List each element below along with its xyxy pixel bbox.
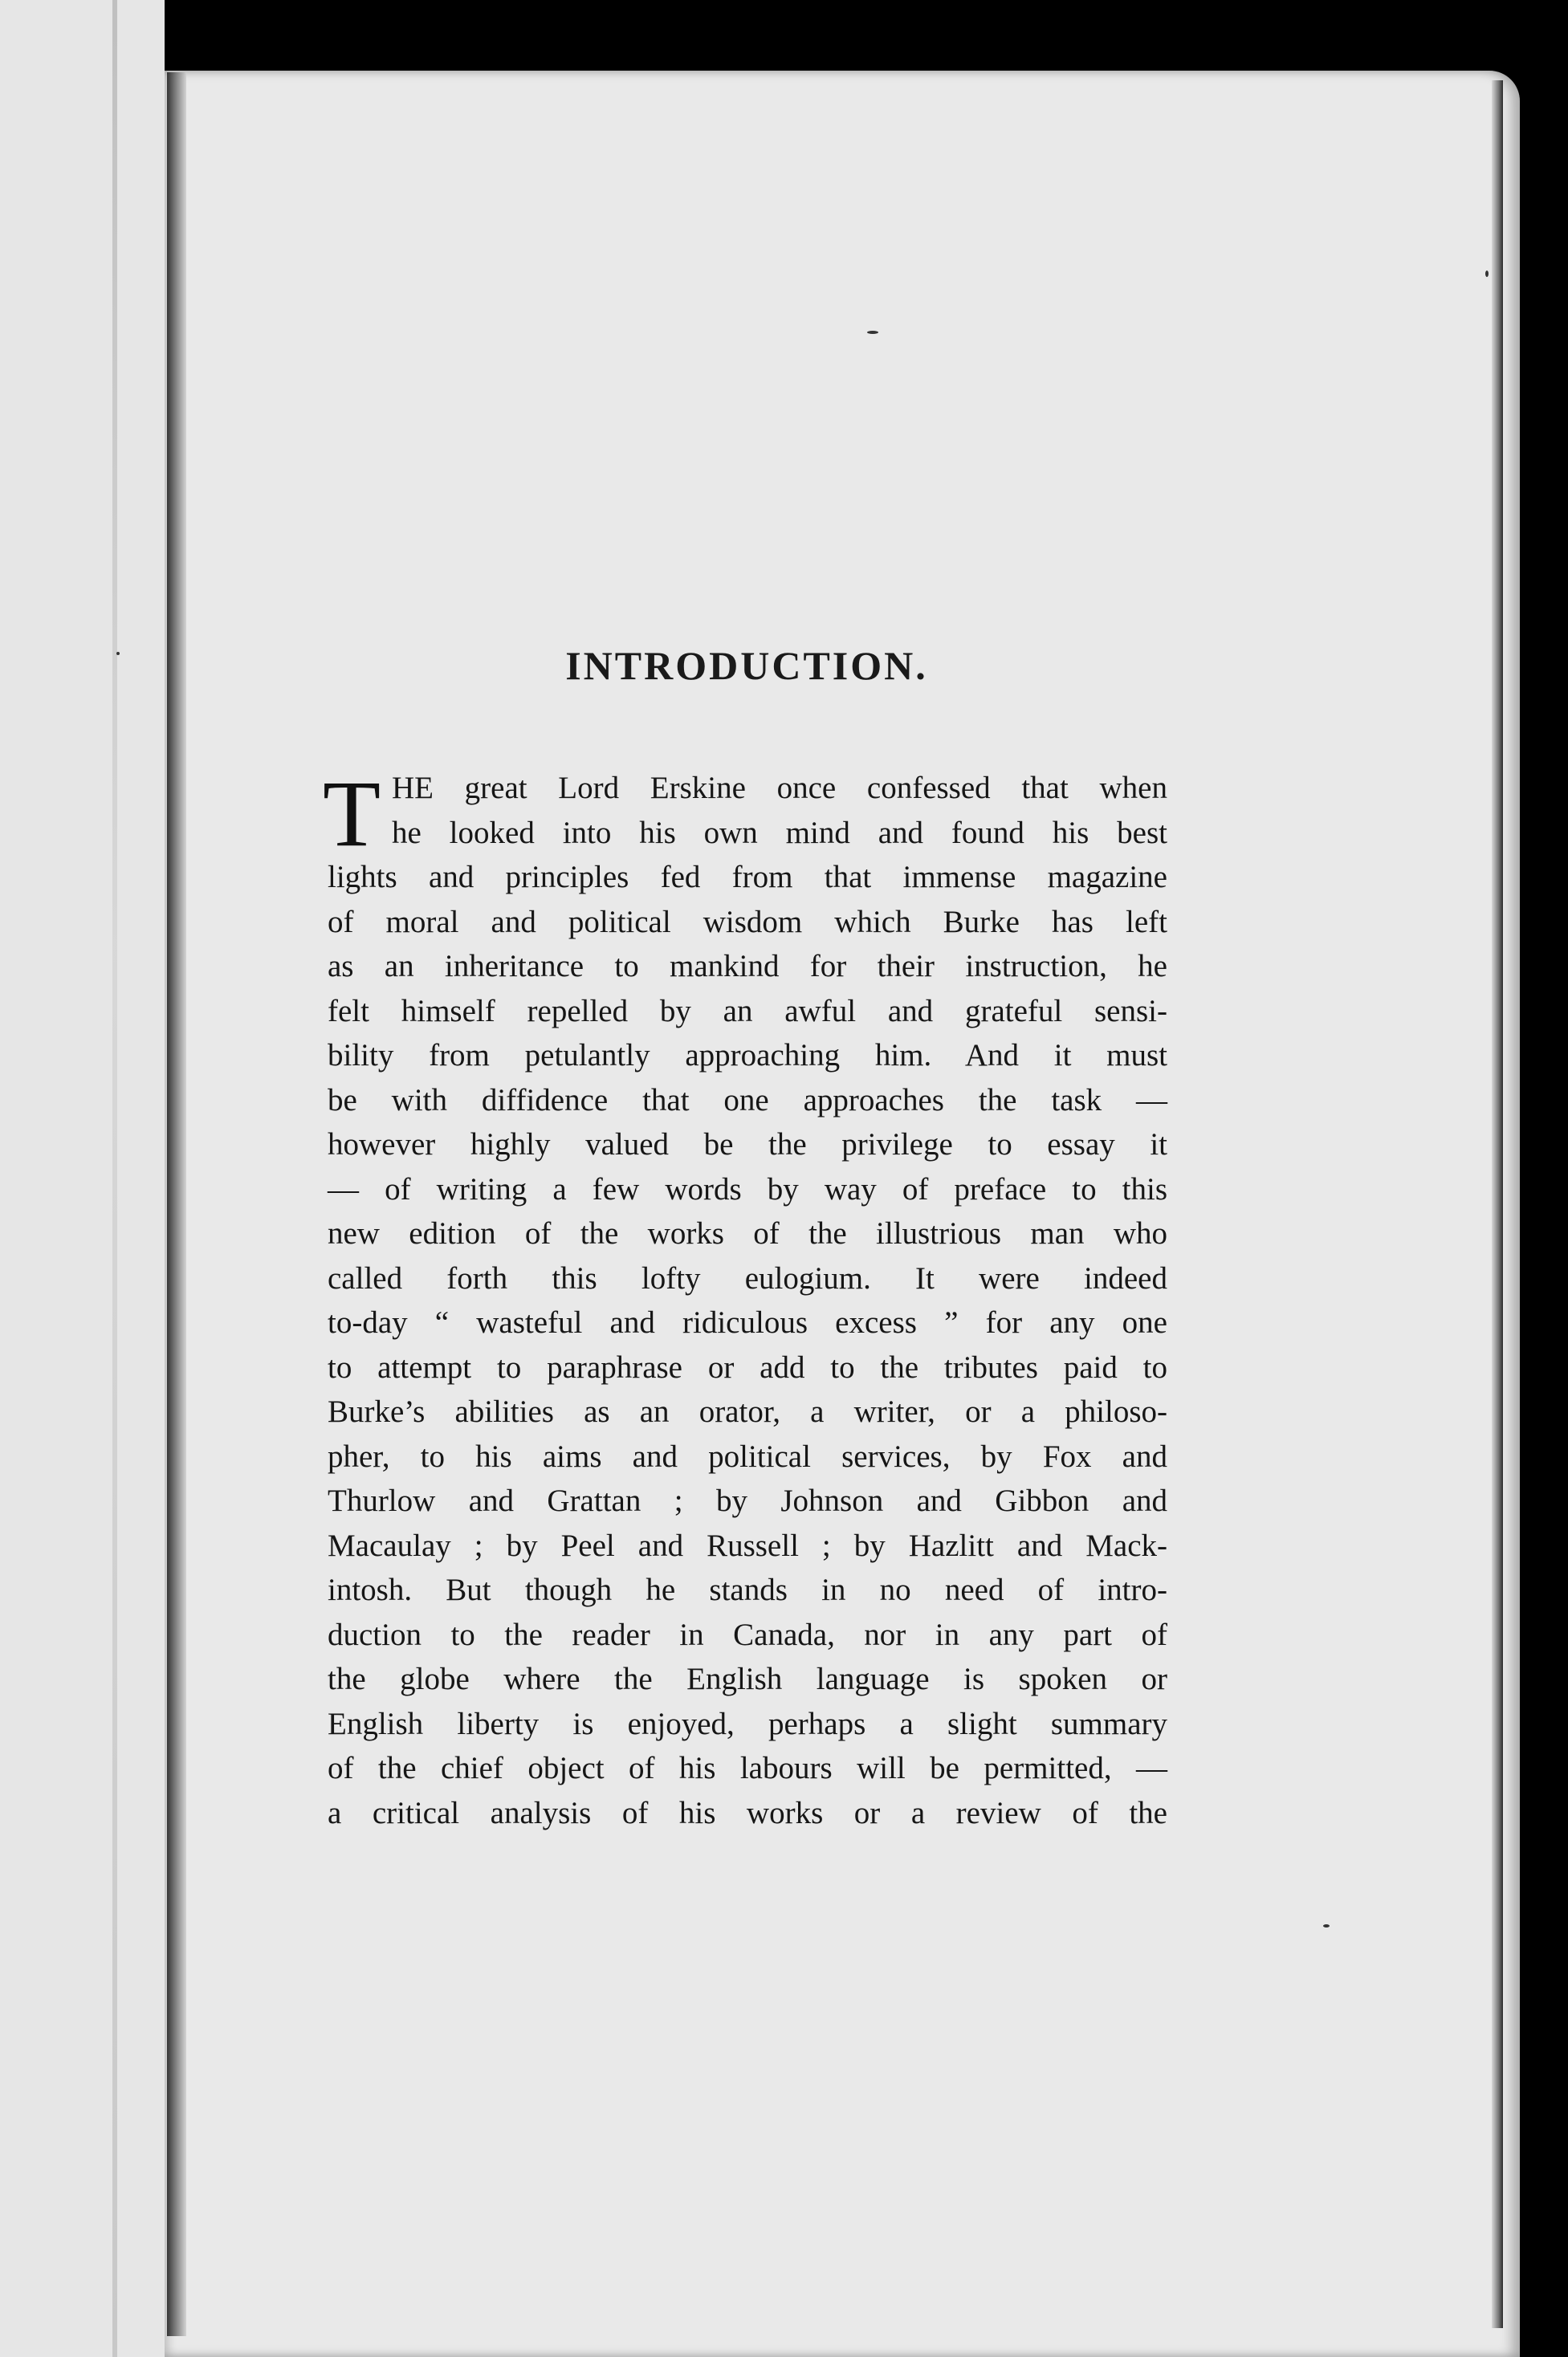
text-line: lights and principles fed from that immense magazine (328, 860, 1167, 894)
text-line: Thurlow and Grattan ; by Johnson and Gibbon and (328, 1484, 1167, 1518)
page-title: INTRODUCTION. (565, 643, 928, 688)
text-line: called forth this lofty eulogium. It were indeed (328, 1260, 1167, 1296)
drop-cap: T (323, 761, 381, 866)
body-paragraph (328, 766, 1167, 1835)
text-line: duction to the reader in Canada, nor in any part of (328, 1617, 1167, 1652)
text-line: however highly valued be the privilege to essay it (328, 1127, 1167, 1162)
scan-speck (116, 652, 120, 655)
text-line: as an inheritance to mankind for their instruction, he (328, 949, 1167, 983)
text-line: he looked into his own mind and found his best (392, 815, 1167, 850)
text-line: be with diffidence that one approaches the task — (328, 1082, 1167, 1117)
text-line: Macaulay ; by Peel and Russell ; by Hazlitt and Mack- (328, 1528, 1167, 1563)
text-line: the globe where the English language is spoken or (328, 1662, 1167, 1696)
text-line: of moral and political wisdom which Burke has left (328, 904, 1167, 939)
text-line: of the chief object of his labours will be permitted, — (328, 1751, 1167, 1785)
text-line: to-day “ wasteful and ridiculous excess ” for any one (328, 1305, 1167, 1340)
scan-speck (1485, 271, 1489, 277)
scan-top-border (165, 0, 1568, 71)
text-line: to attempt to paraphrase or add to the tributes paid to (328, 1349, 1167, 1385)
text-line: English liberty is enjoyed, perhaps a slight summary (328, 1706, 1167, 1741)
text-line: bility from petulantly approaching him. And it must (328, 1038, 1167, 1073)
scan-speck (1323, 1924, 1330, 1928)
text-line: HE great Lord Erskine once confessed that when (392, 771, 1167, 805)
text-line: — of writing a few words by way of preface to this (328, 1171, 1167, 1207)
text-line: a critical analysis of his works or a review of the (328, 1795, 1167, 1830)
text-line: Burke’s abilities as an orator, a writer, or a philoso- (328, 1394, 1167, 1429)
facing-page-edge (0, 0, 165, 2357)
facing-page-crease (112, 0, 117, 2357)
text-line: pher, to his aims and political services, by Fox and (328, 1439, 1167, 1474)
scan-speck (867, 331, 878, 334)
text-line: felt himself repelled by an awful and grateful sensi- (328, 993, 1167, 1028)
page-right-edge (1492, 80, 1503, 2328)
book-gutter (167, 72, 186, 2336)
text-line: new edition of the works of the illustrious man who (328, 1216, 1167, 1251)
text-line: intosh. But though he stands in no need of intro- (328, 1573, 1167, 1607)
